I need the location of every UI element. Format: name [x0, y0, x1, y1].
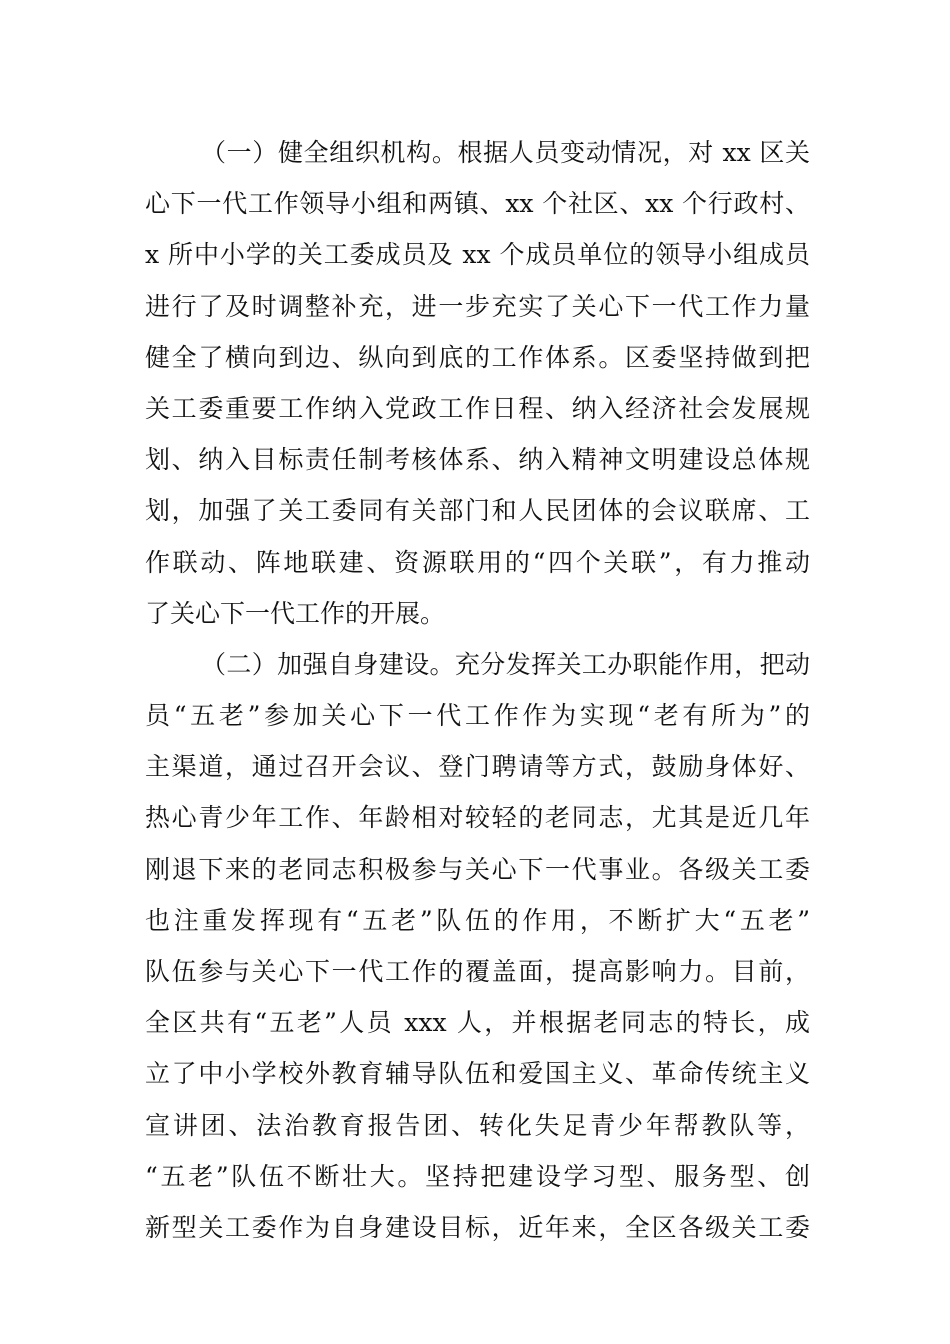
text-line: 划、纳入目标责任制考核体系、纳入精神文明建设总体规 [145, 445, 810, 475]
text-line: x 所中小学的关工委成员及 xx 个成员单位的领导小组成员 [145, 240, 810, 270]
text-line: 立了中小学校外教育辅导队伍和爱国主义、革命传统主义 [145, 1059, 810, 1089]
paragraph-1 [145, 127, 810, 639]
text-line: 员“五老”参加关心下一代工作作为实现“老有所为”的 [145, 701, 810, 731]
text-line: （二）加强自身建设。充分发挥关工办职能作用，把动 [201, 649, 810, 679]
text-line: 心下一代工作领导小组和两镇、xx 个社区、xx 个行政村、 [145, 189, 810, 219]
text-line: 关工委重要工作纳入党政工作日程、纳入经济社会发展规 [145, 393, 810, 423]
text-line: 划，加强了关工委同有关部门和人民团体的会议联席、工 [145, 496, 810, 526]
text-line: 热心青少年工作、年龄相对较轻的老同志，尤其是近几年 [145, 803, 810, 833]
text-line: 队伍参与关心下一代工作的覆盖面，提高影响力。目前， [145, 957, 810, 986]
text-line: （一）健全组织机构。根据人员变动情况，对 xx 区关 [201, 138, 810, 167]
document-body [145, 127, 810, 1253]
text-line: 健全了横向到边、纵向到底的工作体系。区委坚持做到把 [145, 342, 810, 372]
text-line: “五老”队伍不断壮大。坚持把建设学习型、服务型、创 [145, 1161, 810, 1191]
text-line: 全区共有“五老”人员 xxx 人，并根据老同志的特长，成 [145, 1008, 810, 1038]
text-line: 新型关工委作为自身建设目标，近年来，全区各级关工委 [145, 1212, 810, 1242]
text-line: 刚退下来的老同志积极参与关心下一代事业。各级关工委 [145, 854, 810, 884]
text-line: 进行了及时调整补充，进一步充实了关心下一代工作力量 [145, 291, 810, 321]
text-line: 也注重发挥现有“五老”队伍的作用，不断扩大“五老” [145, 905, 810, 935]
text-line: 宣讲团、法治教育报告团、转化失足青少年帮教队等， [145, 1110, 810, 1140]
text-line: 了关心下一代工作的开展。 [145, 598, 446, 628]
text-line: 主渠道，通过召开会议、登门聘请等方式，鼓励身体好、 [145, 752, 810, 782]
text-line: 作联动、阵地联建、资源联用的“四个关联”，有力推动 [145, 547, 810, 577]
paragraph-2 [145, 639, 810, 1253]
